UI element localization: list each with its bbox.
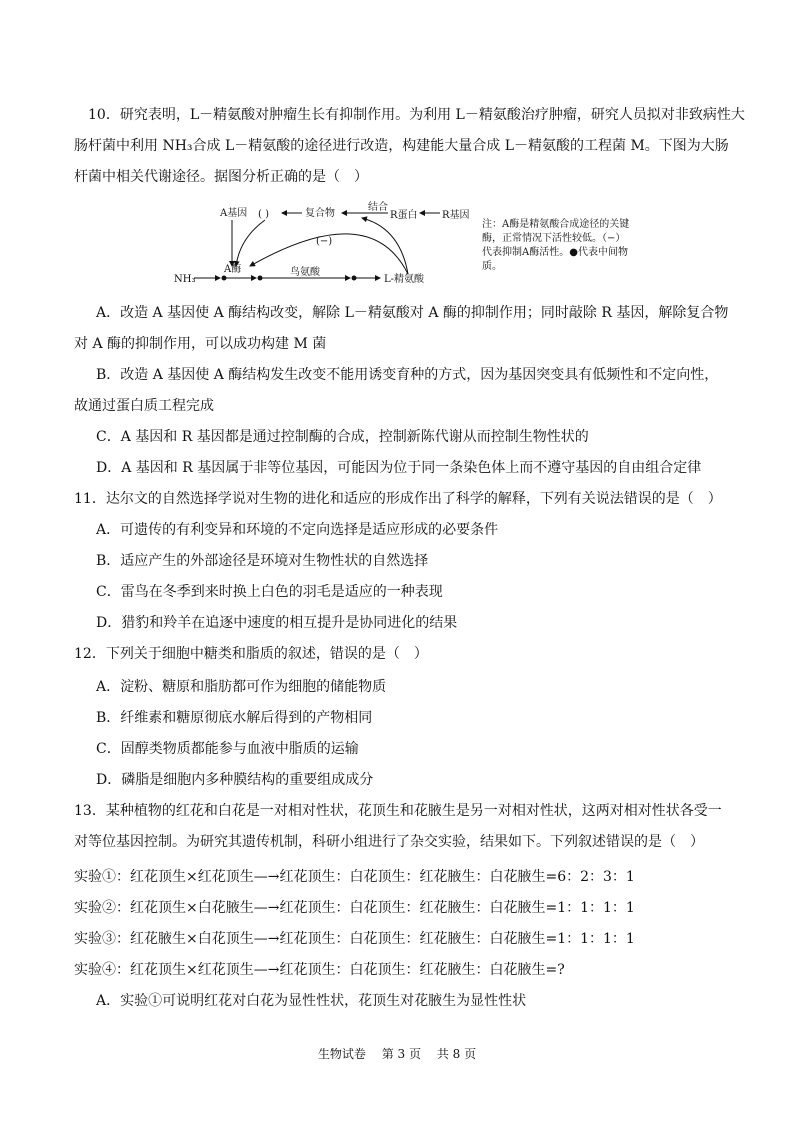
- arrow-inhibit-complex: [236, 220, 265, 266]
- bind-label: 结合: [368, 202, 388, 213]
- q10-stem-line-2: 肠杆菌中利用 NH₃合成 L－精氨酸的途径进行改造，构建能大量合成 L－精氨酸的工程菌 M。下图为大肠: [74, 138, 729, 154]
- footer-total: 共 8 页: [436, 1047, 477, 1061]
- q11-option-c: C．雷鸟在冬季到来时换上白色的羽毛是适应的一种表现: [96, 584, 443, 600]
- r-protein-label: R蛋白: [390, 210, 418, 221]
- q10-stem-line-1: 10．研究表明，L－精氨酸对肿瘤生长有抑制作用。为利用 L－精氨酸治疗肿瘤，研究人员拟对非致病性大: [88, 107, 745, 123]
- intermediate-dot-3: [352, 276, 357, 281]
- q10-stem-line-3: 杆菌中相关代谢途径。据图分析正确的是（ ）: [74, 169, 368, 185]
- l-arginine-label: L-精氨酸: [384, 274, 425, 285]
- q13-experiment-4: 实验④：红花顶生×红花顶生—→红花顶生：白花顶生：红花腋生：白花腋生=?: [74, 962, 565, 978]
- r-gene-label: R基因: [442, 210, 470, 221]
- q10-option-b-line-1: B．改造 A 基因使 A 酶结构发生改变不能用诱变育种的方式，因为基因突变具有低频性和不定向性，: [96, 367, 719, 383]
- a-enzyme-label: A酶: [224, 264, 242, 275]
- footer-page: 第 3 页: [381, 1047, 421, 1061]
- intermediate-dot-1: [222, 276, 227, 281]
- ornithine-label: 鸟氨酸: [290, 267, 320, 278]
- q11-option-d: D．猎豹和羚羊在追逐中速度的相互提升是协同进化的结果: [96, 615, 458, 631]
- q10-option-a-line-2: 对 A 酶的抑制作用，可以成功构建 M 菌: [74, 336, 327, 352]
- q12-option-c: C．固醇类物质都能参与血液中脂质的运输: [96, 741, 359, 757]
- q13-stem-line-1: 13．某种植物的红花和白花是一对相对性状，花顶生和花腋生是另一对相对性状，这两对相对性状各受一: [74, 803, 722, 819]
- nh3-label: NH₃: [174, 274, 196, 285]
- q10-option-c: C．A 基因和 R 基因都是通过控制酶的合成，控制新陈代谢从而控制生物性状的: [96, 429, 589, 445]
- q13-stem-line-2: 对等位基因控制。为研究其遗传机制，科研小组进行了杂交实验，结果如下。下列叙述错误的是（ ）: [74, 834, 704, 850]
- q12-stem: 12．下列关于细胞中糖类和脂质的叙述，错误的是（ ）: [74, 646, 428, 662]
- q13-experiment-3: 实验③：红花腋生×白花顶生—→红花顶生：白花顶生：红花腋生：白花腋生=1：1：1：1: [74, 931, 635, 947]
- q13-experiment-2: 实验②：红花顶生×白花腋生—→红花顶生：白花顶生：红花腋生：白花腋生=1：1：1：1: [74, 900, 635, 916]
- q11-option-b: B．适应产生的外部途径是环境对生物性状的自然选择: [96, 553, 429, 569]
- a-gene-label: A基因: [220, 208, 248, 219]
- q11-option-a: A．可遗传的有利变异和环境的不定向选择是适应形成的必要条件: [96, 522, 499, 538]
- diagram-note: 注：A酶是精氨酸合成途径的关键酶，正常情况下活性较低。（−）代表抑制A酶活性。●代表中间物质。: [482, 219, 630, 272]
- q13-experiment-1: 实验①：红花顶生×红花顶生—→红花顶生：白花顶生：红花腋生：白花腋生=6：2：3：1: [74, 869, 635, 885]
- q11-stem: 11．达尔文的自然选择学说对生物的进化和适应的形成作出了科学的解释，下列有关说法错误的是（ ）: [74, 491, 722, 507]
- footer-subject: 生物试卷: [317, 1047, 366, 1061]
- q12-option-b: B．纤维素和糖原彻底水解后得到的产物相同: [96, 710, 373, 726]
- complex-label: 复合物: [305, 208, 335, 219]
- paren-blank-label: ( ): [258, 209, 269, 220]
- page-footer: [0, 1045, 794, 1062]
- metabolic-pathway-diagram: [170, 198, 482, 294]
- q10-option-b-line-2: 故通过蛋白质工程完成: [74, 398, 214, 414]
- q10-option-a-line-1: A．改造 A 基因使 A 酶结构改变，解除 L－精氨酸对 A 酶的抑制作用；同时敲除 R 基因，解除复合物: [96, 305, 729, 321]
- q10-option-d: D．A 基因和 R 基因属于非等位基因，可能因为位于同一条染色体上而不遵守基因的自由组合定律: [96, 460, 702, 476]
- q12-option-a: A．淀粉、糖原和脂肪都可作为细胞的储能物质: [96, 679, 387, 695]
- inhibit-label: (−): [316, 236, 333, 247]
- q13-option-a: A．实验①可说明红花对白花为显性性状，花顶生对花腋生为显性性状: [96, 993, 527, 1009]
- q12-option-d: D．磷脂是细胞内多种膜结构的重要组成成分: [96, 772, 374, 788]
- intermediate-dot-2: [258, 276, 263, 281]
